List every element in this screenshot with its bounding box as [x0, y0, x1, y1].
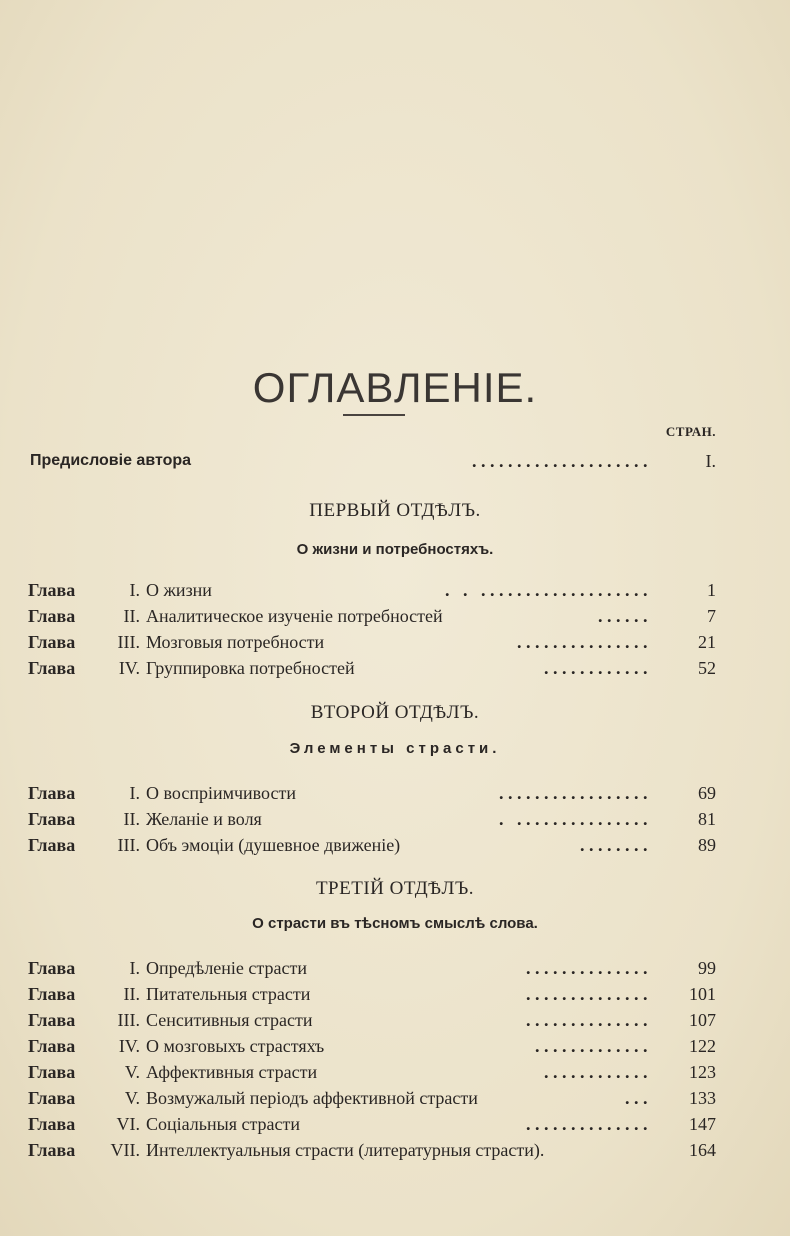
toc-entry — [28, 1007, 716, 1033]
leader-dots: ............. — [535, 1036, 652, 1056]
toc-entry-title: О мозговыхъ страстяхъ — [146, 1036, 325, 1056]
leader-dots: ............... — [517, 632, 652, 652]
toc-entry-title: Опредѣленiе страсти — [146, 958, 307, 978]
toc-entry-page: 81 — [698, 809, 716, 829]
chapter-label: Глава — [28, 580, 76, 600]
toc-entry-page: 164 — [689, 1140, 716, 1160]
page-title: ОГЛАВЛЕНIЕ. — [252, 364, 538, 412]
chapter-number: III. — [117, 835, 140, 855]
chapter-label: Глава — [28, 632, 76, 652]
chapter-number: I. — [129, 783, 140, 803]
leader-dots: .................... — [472, 451, 652, 471]
toc-entry — [28, 655, 716, 681]
leader-dots: .............. — [526, 1010, 652, 1030]
toc-entry-page: 52 — [698, 658, 716, 678]
toc-entry-title: Мозговыя потребности — [146, 632, 325, 652]
chapter-number: V. — [124, 1062, 140, 1082]
toc-entry-page: I. — [705, 451, 716, 471]
leader-dots: ............ — [544, 1062, 652, 1082]
chapter-number: I. — [129, 580, 140, 600]
toc-entry-page: 7 — [707, 606, 716, 626]
toc-entry-title: О жизни — [146, 580, 212, 600]
leader-dots: . . ................... — [445, 580, 652, 600]
toc-entry-page: 21 — [698, 632, 716, 652]
chapter-number: VII. — [110, 1140, 140, 1160]
leader-dots: .............. — [526, 958, 652, 978]
chapter-label: Глава — [28, 984, 76, 1004]
toc-entry — [28, 1033, 716, 1059]
toc-entry — [28, 1137, 716, 1163]
toc-entry-page: 123 — [689, 1062, 716, 1082]
bleed-through-text — [30, 70, 750, 330]
chapter-number: II. — [123, 606, 140, 626]
toc-entry-page: 89 — [698, 835, 716, 855]
leader-dots: .............. — [526, 1114, 652, 1134]
chapter-number: III. — [117, 1010, 140, 1030]
chapter-number: VI. — [116, 1114, 140, 1134]
title-divider — [343, 414, 405, 416]
chapter-label: Глава — [28, 1036, 76, 1056]
chapter-number: IV. — [118, 658, 140, 678]
chapter-label: Глава — [28, 658, 76, 678]
chapter-number: V. — [124, 1088, 140, 1108]
toc-entry — [28, 577, 716, 603]
toc-entry-title: Предисловiе автора — [30, 452, 192, 469]
toc-entry — [28, 806, 716, 832]
toc-entry-page: 99 — [698, 958, 716, 978]
section-heading: ПЕРВЫЙ ОТДѢЛЪ. — [309, 500, 481, 521]
toc-entry — [28, 603, 716, 629]
toc-entry-page: 69 — [698, 783, 716, 803]
chapter-label: Глава — [28, 783, 76, 803]
toc-entry-title: Питательныя страсти — [146, 984, 311, 1004]
leader-dots: ............ — [544, 658, 652, 678]
section-heading: ВТОРОЙ ОТДѢЛЪ. — [310, 702, 480, 723]
chapter-label: Глава — [28, 606, 76, 626]
toc-entry — [28, 955, 716, 981]
toc-entry — [28, 780, 716, 806]
leader-dots: ........ — [580, 835, 652, 855]
toc-entry — [28, 1111, 716, 1137]
section-heading: ТРЕТIЙ ОТДѢЛЪ. — [315, 878, 475, 899]
toc-entry — [28, 629, 716, 655]
section-subheading: О страсти въ тѣсномъ смыслѣ слова. — [252, 915, 538, 932]
toc-entry — [28, 1059, 716, 1085]
toc-entry-title: О воспрiимчивости — [146, 783, 296, 803]
section-subheading: О жизни и потребностяхъ. — [296, 541, 494, 558]
toc-entry-title: Интеллектуальныя страсти (литературныя страсти). — [146, 1140, 545, 1160]
chapter-label: Глава — [28, 1062, 76, 1082]
toc-entry-page: 147 — [689, 1114, 716, 1134]
toc-entry-title: Аффективныя страсти — [146, 1062, 318, 1082]
leader-dots: ................. — [499, 783, 652, 803]
leader-dots: . ............... — [499, 809, 652, 829]
toc-entry-title: Желанiе и воля — [146, 809, 262, 829]
chapter-label: Глава — [28, 1088, 76, 1108]
toc-entry-title: Аналитическое изученiе потребностей — [146, 606, 443, 626]
chapter-number: III. — [117, 632, 140, 652]
toc-entry-page: 133 — [689, 1088, 716, 1108]
toc-entry-title: Группировка потребностей — [146, 658, 355, 678]
chapter-label: Глава — [28, 835, 76, 855]
toc-entry-title: Объ эмоцiи (душевное движенiе) — [146, 835, 401, 855]
toc-entry — [28, 832, 716, 858]
chapter-label: Глава — [28, 958, 76, 978]
toc-entry-page: 1 — [707, 580, 716, 600]
toc-entry-preface — [28, 448, 716, 474]
toc-entry-page: 107 — [689, 1010, 716, 1030]
chapter-label: Глава — [28, 1114, 76, 1134]
leader-dots: ...... — [598, 606, 652, 626]
toc-entry-page: 122 — [689, 1036, 716, 1056]
chapter-number: II. — [123, 809, 140, 829]
toc-entry-title: Сенситивныя страсти — [146, 1010, 313, 1030]
toc-entry — [28, 981, 716, 1007]
toc-entry — [28, 1085, 716, 1111]
leader-dots: .............. — [526, 984, 652, 1004]
page-column-header: СТРАН. — [665, 424, 716, 439]
chapter-number: I. — [129, 958, 140, 978]
toc-entry-page: 101 — [689, 984, 716, 1004]
toc-entry-title: Возмужалый перiодъ аффективной страсти — [146, 1088, 478, 1108]
chapter-label: Глава — [28, 809, 76, 829]
chapter-number: IV. — [118, 1036, 140, 1056]
chapter-number: II. — [123, 984, 140, 1004]
chapter-label: Глава — [28, 1010, 76, 1030]
leader-dots: ... — [625, 1088, 652, 1108]
chapter-label: Глава — [28, 1140, 76, 1160]
section-subheading: Элементы страсти. — [289, 740, 501, 757]
toc-entry-title: Соцiальныя страсти — [146, 1114, 301, 1134]
